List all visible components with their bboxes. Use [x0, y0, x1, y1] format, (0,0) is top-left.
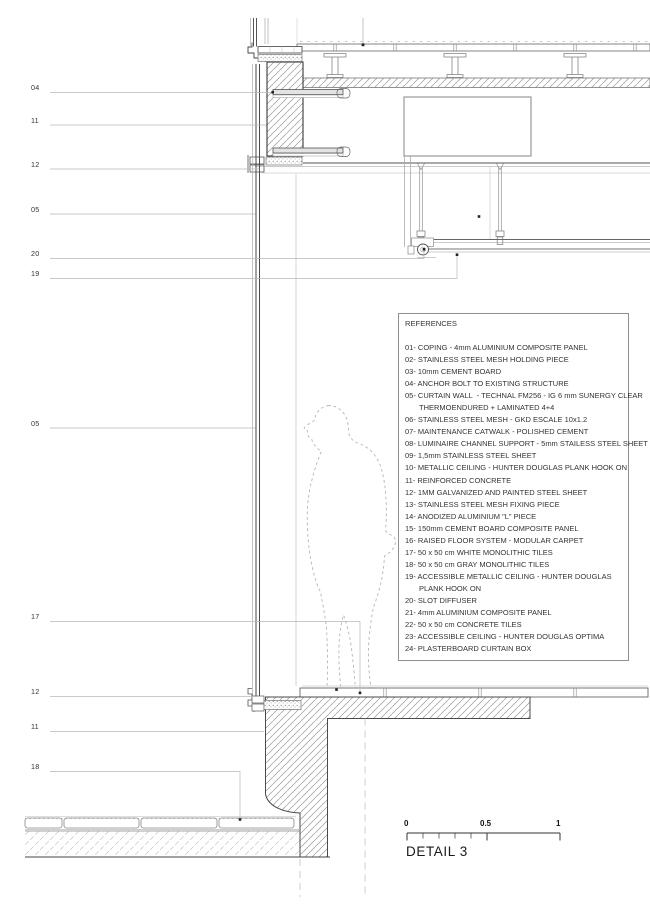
duct-box: [404, 97, 531, 247]
suspended-ceiling: [408, 164, 650, 258]
scale-label-mid: 0.5: [480, 819, 492, 828]
reference-item: 03- 10mm CEMENT BOARD: [405, 367, 502, 377]
roof-assembly: [297, 18, 650, 88]
callout-label-12-upper: 12: [31, 159, 40, 169]
reference-item: 20- SLOT DIFFUSER: [405, 595, 477, 605]
curtain-wall-head: [248, 155, 650, 173]
callout-label-20: 20: [31, 249, 40, 258]
callout-label-19: 19: [31, 269, 40, 278]
coping-detail: [248, 18, 302, 62]
reference-item-continuation: THERMOENDURED + LAMINATED 4+4: [419, 403, 555, 413]
reference-item-continuation: PLANK HOOK ON: [419, 583, 482, 593]
ground-slab: [25, 831, 330, 857]
reference-item: 05- CURTAIN WALL - TECHNAL FM256 - IG 6 mm SUNERGY CLEAR: [405, 391, 643, 401]
callout-label-17: 17: [31, 612, 40, 621]
reference-item: 09- 1,5mm STAINLESS STEEL SHEET: [405, 451, 537, 461]
references-list: [405, 342, 648, 655]
reference-item: 21- 4mm ALUMINIUM COMPOSITE PANEL: [405, 608, 552, 618]
callout-label-05-upper: 05: [31, 204, 40, 214]
scale-label-start: 0: [404, 819, 409, 828]
human-figure: [304, 406, 395, 692]
reference-item: 12- 1MM GALVANIZED AND PAINTED STEEL SHEET: [405, 487, 588, 497]
reference-item: 11- REINFORCED CONCRETE: [405, 475, 512, 485]
reference-item: 18- 50 x 50 cm GRAY MONOLITHIC TILES: [405, 559, 550, 569]
callout-label-11-lower: 11: [31, 722, 39, 731]
reference-item: 15- 150mm CEMENT BOARD COMPOSITE PANEL: [405, 523, 579, 533]
callout-label-18: 18: [31, 762, 40, 771]
reference-item: 10- METALLIC CEILING - HUNTER DOUGLAS PLANK HOOK ON: [405, 463, 627, 473]
anchor-bolt-lower: [273, 147, 350, 157]
reference-item: 01- COPING - 4mm ALUMINIUM COMPOSITE PANEL: [405, 343, 588, 352]
callout-label-05-lower: 05: [31, 418, 40, 428]
interior-floor: [300, 686, 648, 697]
reference-item: 14- ANODIZED ALUMINIUM "L" PIECE: [405, 511, 537, 521]
reference-item: 13- STAINLESS STEEL MESH FIXING PIECE: [405, 499, 560, 509]
reference-item: 22- 50 x 50 cm CONCRETE TILES: [405, 620, 522, 630]
reference-item: 08- LUMINAIRE CHANNEL SUPPORT - 5mm STAILESS STEEL SHEET: [405, 439, 648, 449]
raised-floor-pedestals: [324, 54, 586, 78]
roof-slab: [303, 78, 650, 88]
ceiling-hanger: [417, 164, 425, 245]
reference-item: 06- STAINLESS STEEL MESH - GKD ESCALE 10x1.2: [405, 415, 588, 425]
reference-item: 17- 50 x 50 cm WHITE MONOLITHIC TILES: [405, 547, 553, 557]
references-title: REFERENCES: [405, 319, 457, 328]
reference-item: 02- STAINLESS STEEL MESH HOLDING PIECE: [405, 355, 569, 365]
scale-bar: [407, 833, 560, 841]
ceiling-hanger: [496, 164, 504, 245]
exterior-paving: [25, 817, 300, 830]
references-panel: [398, 313, 648, 661]
reference-item: 07- MAINTENANCE CATWALK - POLISHED CEMENT: [405, 427, 589, 437]
reference-item: 16- RAISED FLOOR SYSTEM - MODULAR CARPET: [405, 535, 584, 545]
reference-item: 19- ACCESSIBLE METALLIC CEILING - HUNTER DOUGLAS: [405, 571, 612, 581]
callout-label-04: 04: [31, 83, 40, 92]
slot-diffuser: [408, 238, 436, 258]
anchor-bolt-upper: [273, 89, 350, 99]
callout-label-12-lower: 12: [31, 687, 40, 696]
scale-label-end: 1: [556, 819, 561, 828]
detail-title: DETAIL 3: [406, 844, 468, 859]
reference-item: 04- ANCHOR BOLT TO EXISTING STRUCTURE: [405, 379, 569, 389]
reference-item: 24- PLASTERBOARD CURTAIN BOX: [405, 644, 532, 654]
reference-item: 23- ACCESSIBLE CEILING - HUNTER DOUGLAS OPTIMA: [405, 632, 605, 642]
callout-label-11-upper: 11: [31, 115, 39, 125]
